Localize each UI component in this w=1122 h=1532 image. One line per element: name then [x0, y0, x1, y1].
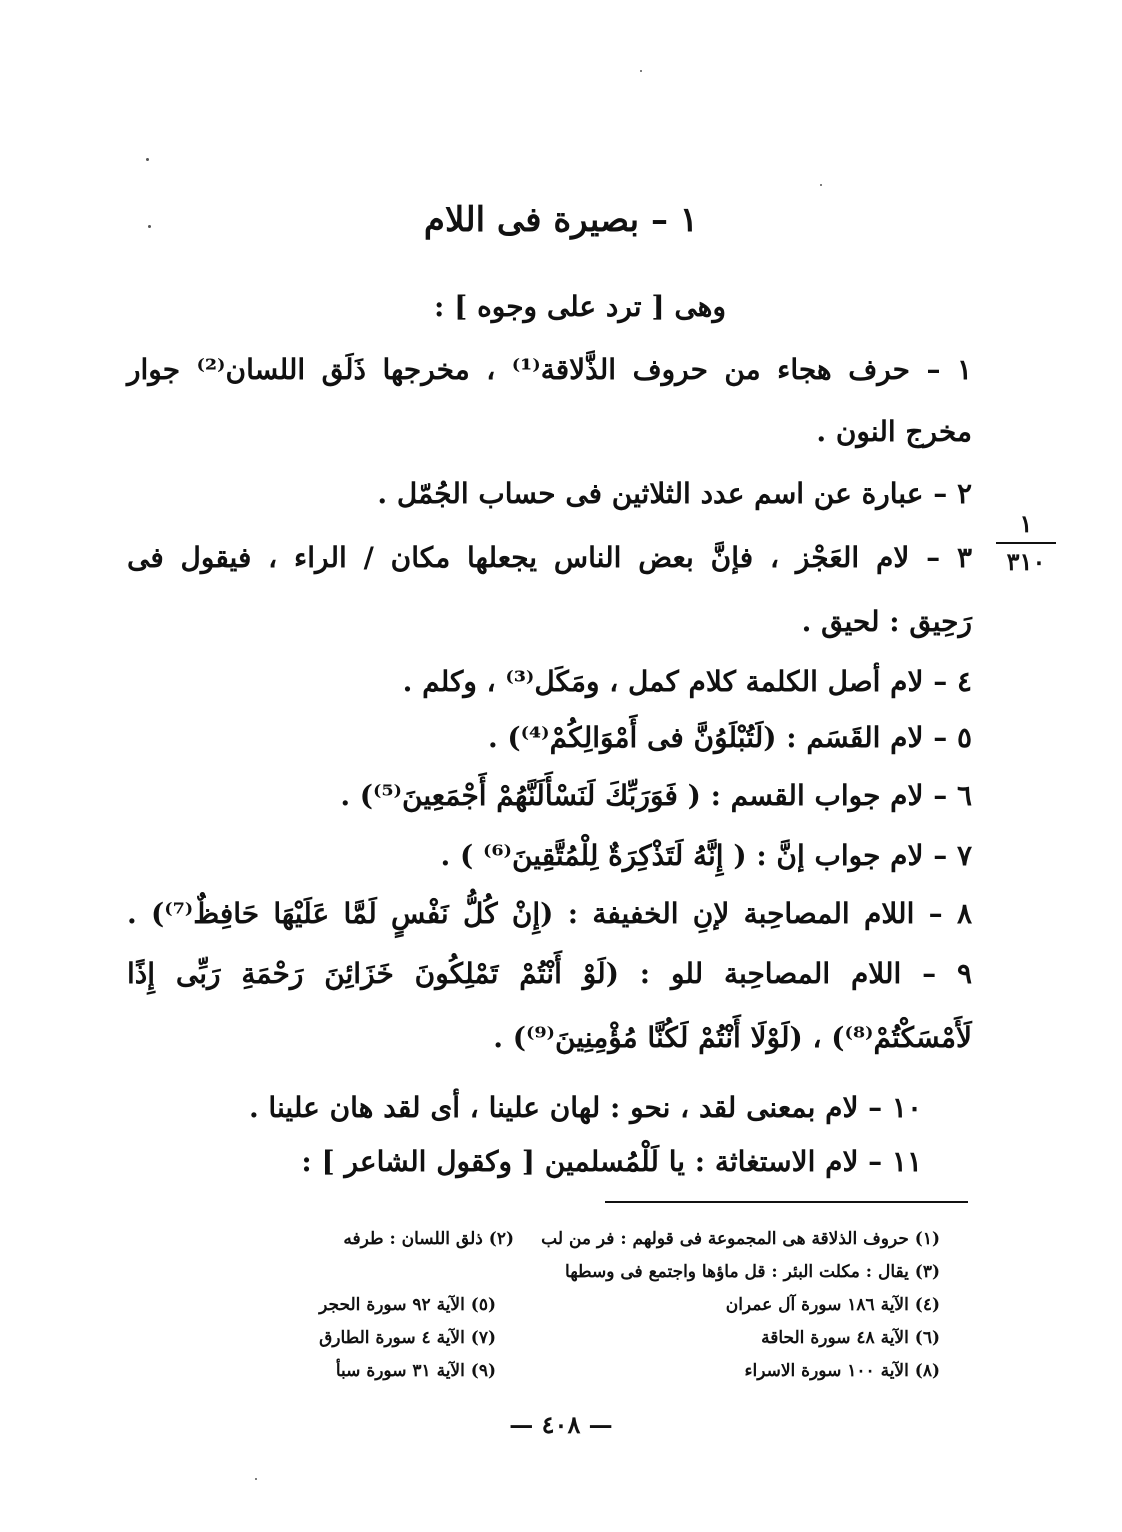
footnote: (٩) الآية ٣١ سورة سبأ	[335, 1361, 496, 1381]
body-text	[127, 530, 972, 586]
body-line: مخرج النون .	[816, 415, 972, 448]
body-line: ٥ – لام القَسَم : (لَتُبْلَوُنَّ فى أَمْوَالِكُمْ⁽⁴⁾) .	[487, 721, 972, 754]
body-text	[127, 404, 972, 460]
footnote: (٦) الآية ٤٨ سورة الحاقة	[761, 1328, 940, 1348]
margin-ref-divider	[996, 542, 1056, 544]
body-line: ٩ – اللام المصاحِبة للو : (لَوْ أَنْتُمْ تَمْلِكُونَ خَزَائِنَ رَحْمَةِ رَبِّى إِذًا	[127, 957, 972, 990]
body-text	[122, 1134, 922, 1190]
body-text	[127, 594, 972, 650]
body-text	[127, 342, 972, 398]
body-line: ١١ – لام الاستغاثة : يا لَلْمُسلمين [ وكقول الشاعر ] :	[301, 1145, 922, 1178]
body-text	[127, 1010, 972, 1066]
body-line: ١٠ – لام بمعنى لقد ، نحو : لهان علينا ، أى لقد هان علينا .	[248, 1091, 922, 1124]
scan-speck	[255, 1478, 257, 1480]
margin-reference	[996, 510, 1056, 576]
page-number: — ٤٠٨ —	[509, 1410, 613, 1439]
footnote: (٥) الآية ٩٢ سورة الحجر	[319, 1295, 496, 1315]
margin-ref-bottom: ٣١٠	[1006, 547, 1046, 576]
footnote: (٣) يقال : مكلت البئر : قل ماؤها واجتمع فى وسطها	[565, 1262, 940, 1282]
body-text	[127, 654, 972, 710]
body-text	[127, 466, 972, 522]
body-text	[127, 886, 972, 942]
footnote: (٧) الآية ٤ سورة الطارق	[319, 1328, 496, 1348]
body-text	[122, 1080, 922, 1136]
footnote-separator	[605, 1201, 968, 1203]
intro-line: وهى [ ترد على وجوه ] :	[434, 290, 726, 323]
body-line: ٤ – لام أصل الكلمة كلام كمل ، ومَكَل⁽³⁾ ، وكلم .	[402, 665, 972, 698]
margin-ref-top: ١	[1019, 509, 1033, 538]
body-text	[127, 828, 972, 884]
scan-speck	[820, 184, 822, 186]
scan-speck	[148, 225, 151, 228]
footnote: (٢) ذلق اللسان : طرفه	[343, 1229, 514, 1249]
section-title: ١ – بصيرة فى اللام	[423, 200, 699, 240]
scan-speck	[146, 158, 149, 161]
body-line: ٣ – لام العَجْز ، فإنَّ بعض الناس يجعلها مكان / الراء ، فيقول فى	[127, 541, 972, 574]
body-text	[127, 946, 972, 1002]
body-text	[127, 710, 972, 766]
scan-speck	[640, 70, 642, 72]
footnote: (٤) الآية ١٨٦ سورة آل عمران	[725, 1295, 940, 1315]
body-line: ١ – حرف هجاء من حروف الذَّلاقة⁽¹⁾ ، مخرجها ذَلَق اللسان⁽²⁾ جوار	[127, 353, 972, 386]
footnote: (١) حروف الذلاقة هى المجموعة فى قولهم : فر من لب	[541, 1229, 940, 1249]
body-line: ٦ – لام جواب القسم : ( فَوَرَبِّكَ لَنَسْأَلَنَّهُمْ أَجْمَعِينَ⁽⁵⁾) .	[340, 779, 972, 812]
body-line: رَحِيق : لحيق .	[801, 605, 972, 638]
body-line: ٢ – عبارة عن اسم عدد الثلاثين فى حساب الجُمّل .	[377, 477, 972, 510]
body-line: لَأَمْسَكْتُمْ⁽⁸⁾) ، (لَوْلَا أَنْتُمْ لَكُنَّا مُؤْمِنِينَ⁽⁹⁾) .	[493, 1021, 972, 1054]
footnote: (٨) الآية ١٠٠ سورة الاسراء	[744, 1361, 940, 1381]
body-line: ٨ – اللام المصاحِبة لإنِ الخفيفة : (إِنْ كُلُّ نَفْسٍ لَمَّا عَلَيْهَا حَافِظٌ⁽⁷⁾) .	[127, 897, 972, 930]
body-text	[127, 768, 972, 824]
body-line: ٧ – لام جواب إنَّ : ( إِنَّهُ لَتَذْكِرَةٌ لِلْمُتَّقِينَ⁽⁶⁾ ) .	[440, 839, 972, 872]
